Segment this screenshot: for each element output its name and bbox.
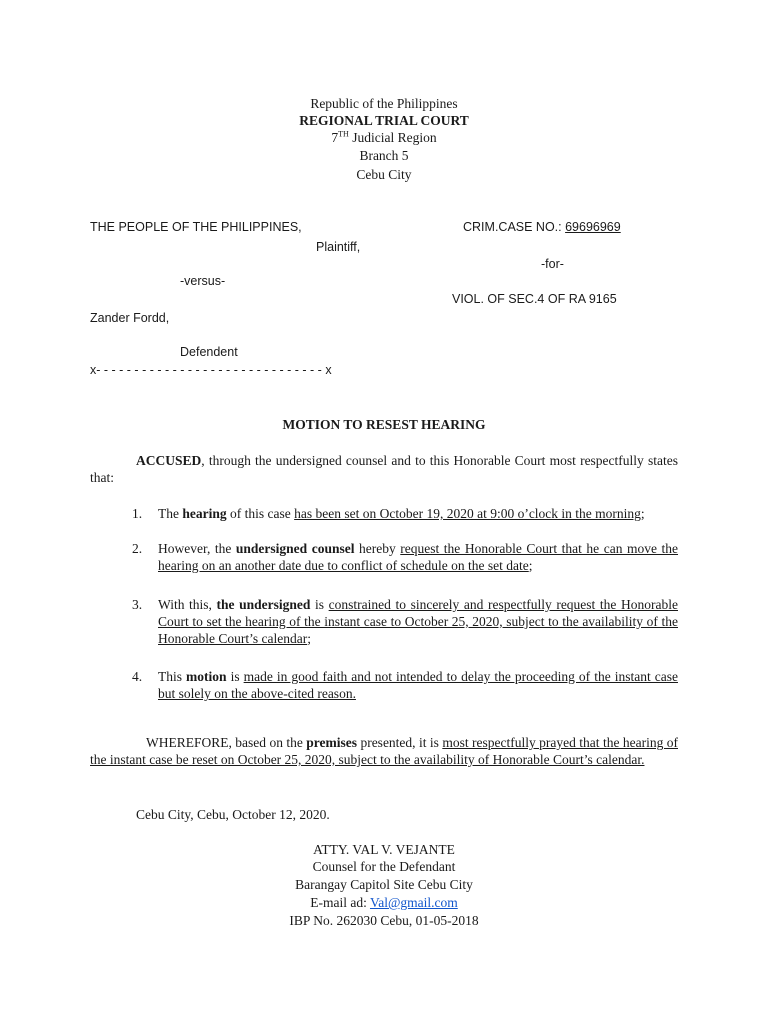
motion-title: MOTION TO RESEST HEARING [282, 417, 486, 432]
signatory-email: E-mail ad: Val@gmail.com [310, 895, 458, 910]
header-branch: Branch 5 [359, 148, 409, 163]
email-link[interactable]: Val@gmail.com [369, 895, 458, 910]
header-republic: Republic of the Philippines [310, 96, 458, 111]
signatory-role: Counsel for the Defendant [312, 859, 456, 874]
caption-people: THE PEOPLE OF THE PHILIPPINES, [90, 220, 302, 234]
caption-separator: x- - - - - - - - - - - - - - - - - - - - - - - - - - - - - - x [90, 363, 332, 377]
court-name: REGIONAL TRIAL COURT [299, 113, 469, 128]
caption-for: -for- [541, 257, 564, 271]
signatory-ibp: IBP No. 262030 Cebu, 01-05-2018 [289, 913, 479, 928]
crim-case-number: 69696969 [565, 220, 621, 234]
header-court [0, 112, 768, 129]
caption-versus: -versus- [180, 274, 226, 288]
signatory-name: ATTY. VAL V. VEJANTE [313, 842, 455, 857]
header-region: 7TH Judicial Region [331, 129, 437, 145]
signatory-address: Barangay Capitol Site Cebu City [295, 877, 473, 892]
header-city: Cebu City [356, 167, 412, 182]
intro-paragraph: ACCUSED, through the undersigned counsel and to this Honorable Court most respectfully states that: [90, 453, 678, 485]
caption-violation: VIOL. OF SEC.4 OF RA 9165 [452, 292, 617, 306]
caption-defendent: Defendent [180, 345, 238, 359]
caption-accused-name: Zander Fordd, [90, 311, 170, 325]
place-date: Cebu City, Cebu, October 12, 2020. [136, 807, 330, 822]
caption-plaintiff: Plaintiff, [316, 240, 361, 254]
crim-case: CRIM.CASE NO.: 69696969 [463, 220, 621, 234]
wherefore-paragraph: WHEREFORE, based on the premises presented, it is most respectfully prayed that the hearing of the instant case be reset on October 25, 2020, subject to the availability of Honorable Court’s calendar. [90, 735, 678, 767]
